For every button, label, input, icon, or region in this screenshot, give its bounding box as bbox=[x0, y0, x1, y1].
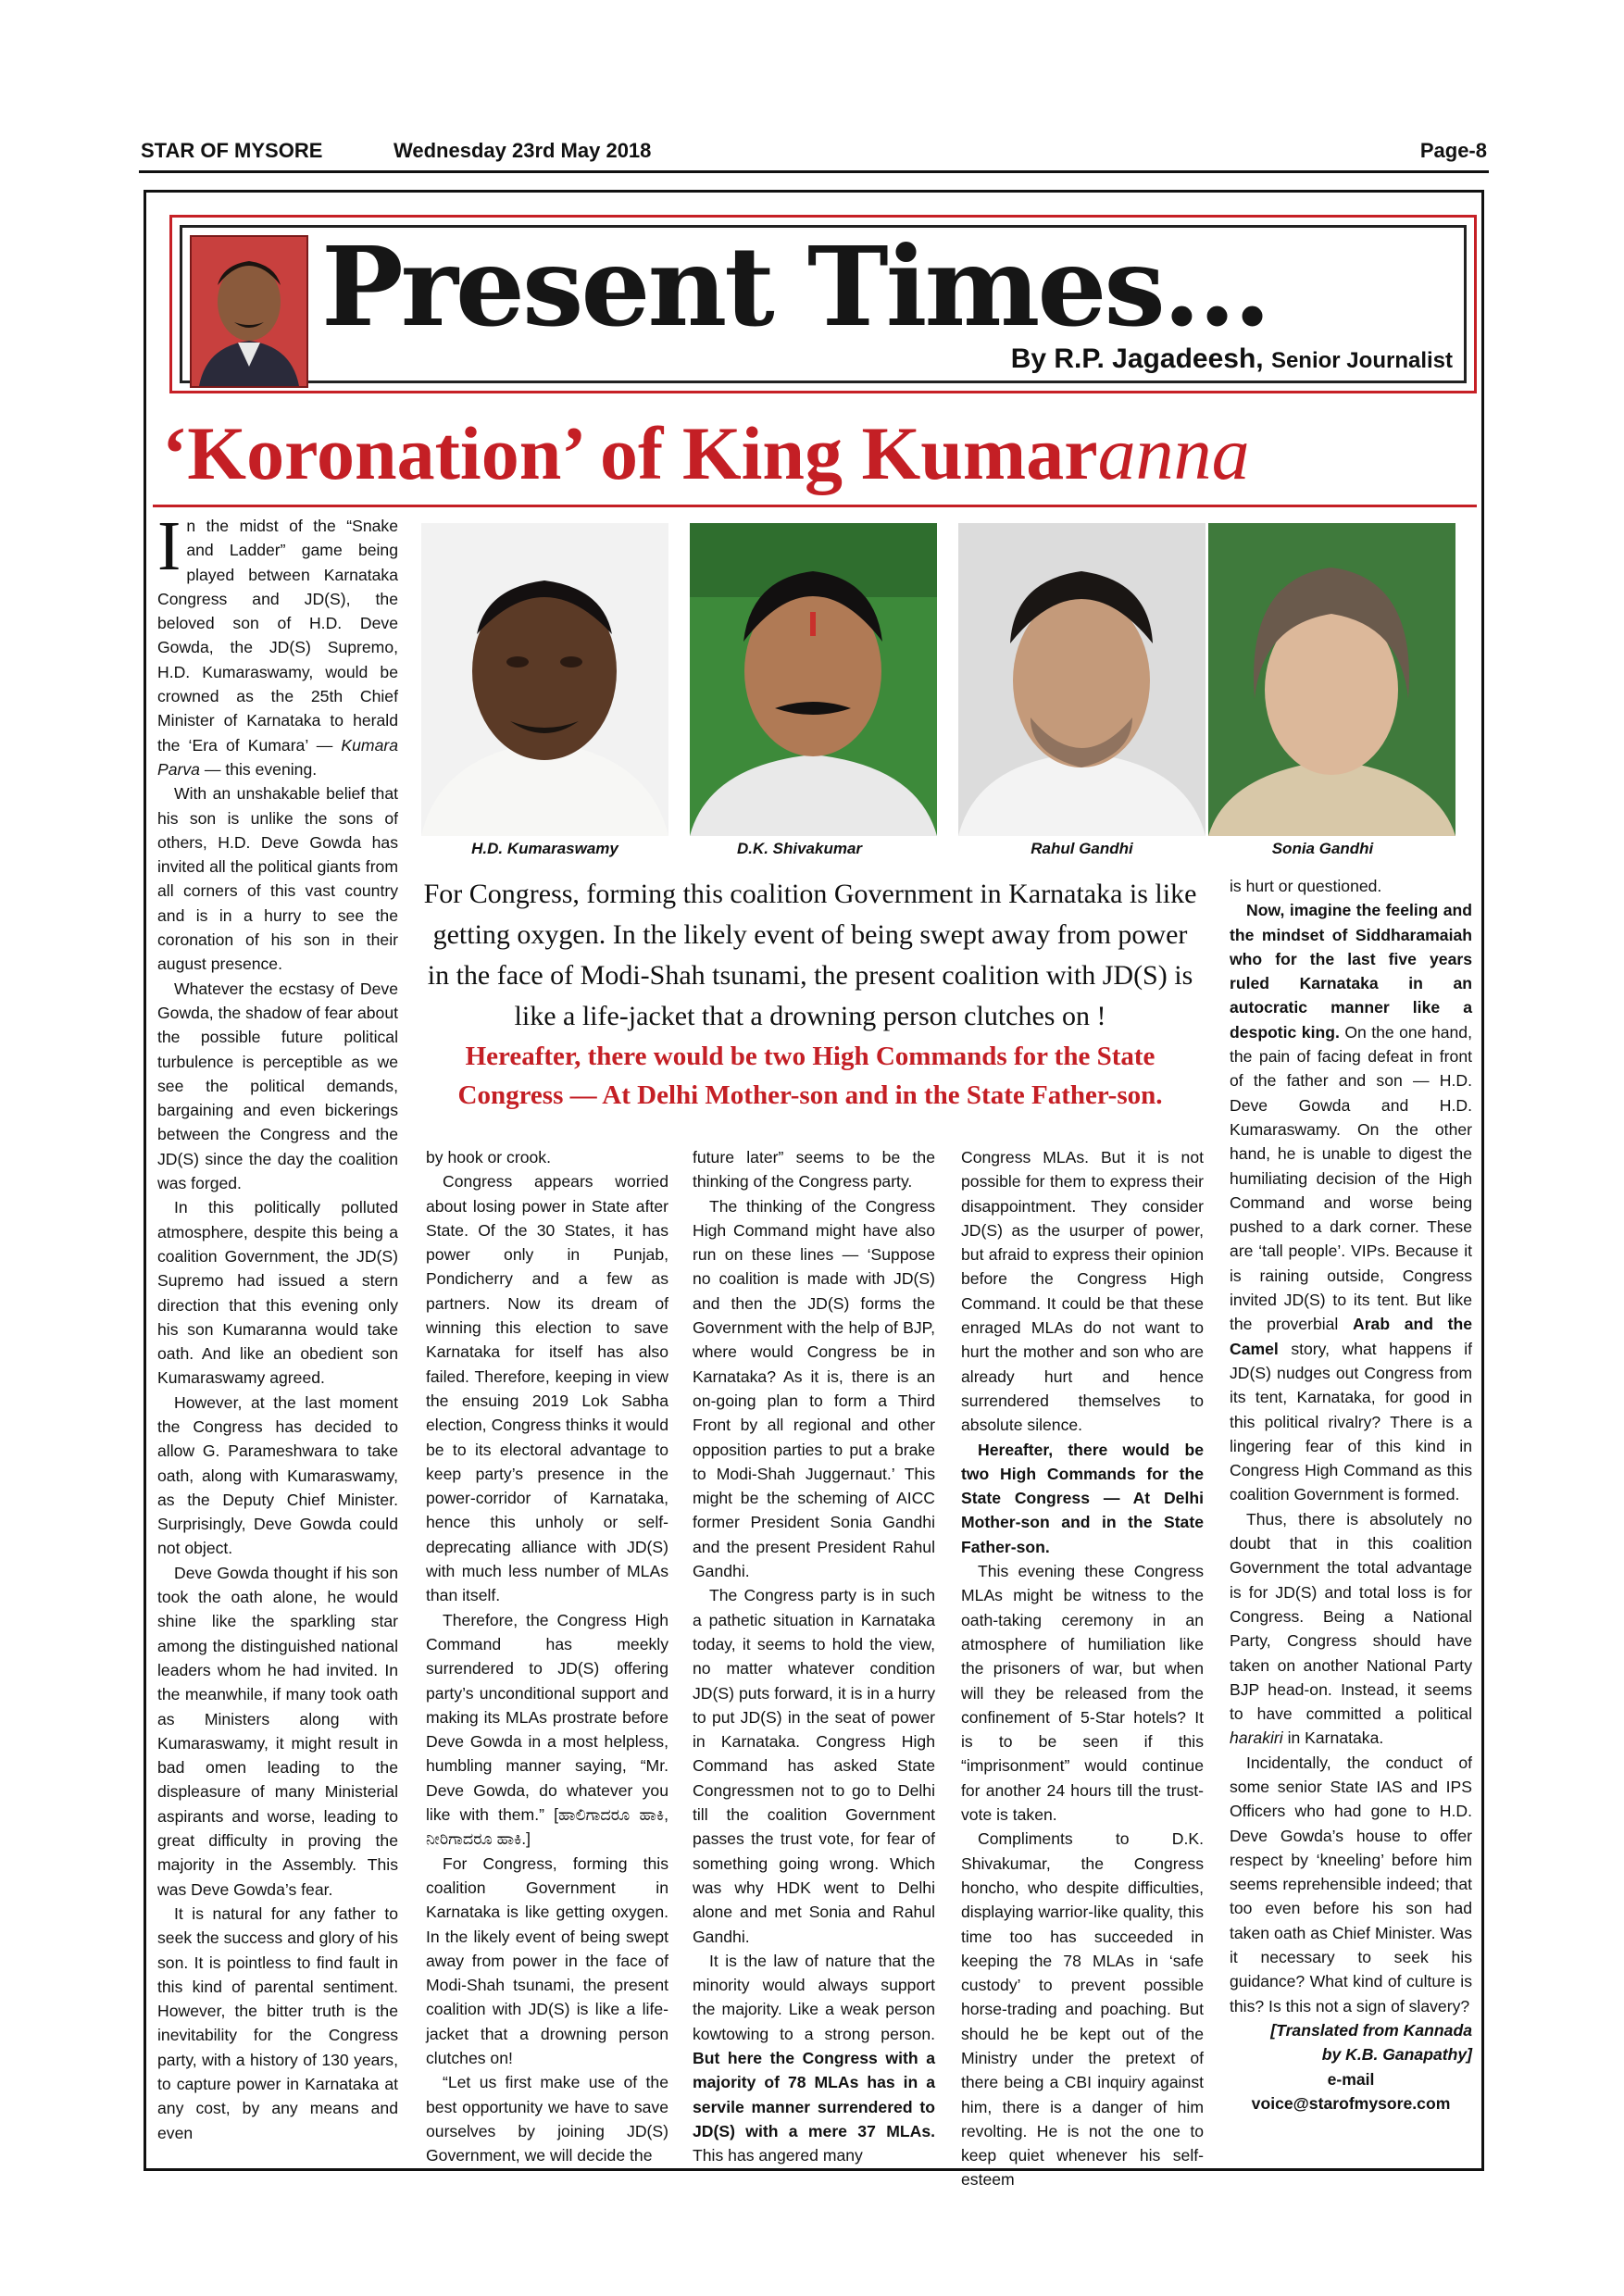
caption-kumaraswamy: H.D. Kumaraswamy bbox=[471, 840, 618, 857]
pull-quote: For Congress, forming this coalition Government in Karnataka is like getting oxygen. In the likely event of being swept away from power in the face of Modi-Shah tsunami, the present coalition with JD(S) is like a life-jacket that a drowning person clutches on ! bbox=[423, 879, 1197, 1031]
column-2-paragraph-2: Congress appears worried about losing power in State after State. Of the 30 States, it has power only in Punjab, Pondicherry and a few as partners. Now its dream of winning this election to save Karnataka for itself has also failed. Therefore, keeping in view the ensuing 2019 Lok Sabha election, Congress thinks it would be to its electoral advantage to keep party’s presence in the power-corridor of Karnataka, hence this unholy or self-deprecating alliance with JD(S) with much less number of MLAs than itself. bbox=[426, 1172, 668, 1605]
column-5-paragraph-2 bbox=[1230, 898, 1472, 1506]
email-label: e-mail bbox=[1327, 2069, 1375, 2089]
column-3-paragraph-1: future later” seems to be the thinking of the Congress party. bbox=[693, 1148, 935, 1192]
column-2-paragraph-5: “Let us first make use of the best opportunity we have to save ourselves by joining JD(S) Government, we will decide the bbox=[426, 2073, 668, 2165]
photo-rahul-gandhi-image bbox=[958, 523, 1206, 836]
paper-name: STAR OF MYSORE bbox=[141, 139, 323, 162]
column-3-paragraph-2: The thinking of the Congress High Command might have also run on these lines — ‘Suppose no coalition is made with JD(S) and then the JD(S) forms the Government with the help of BJP, where would Congress be in Karnataka? As it is, there is an on-going plan to form a Third Front by all regional and other opposition parties to put a brake to Modi-Shah Juggernaut.’ This might be the scheming of AICC former President Sonia Gandhi and the present President Rahul Gandhi. bbox=[693, 1196, 935, 1581]
masthead-inner-border bbox=[180, 222, 1467, 383]
column-5-paragraph-1: is hurt or questioned. bbox=[1230, 877, 1382, 895]
page-number: Page-8 bbox=[1419, 139, 1487, 162]
translation-line-1: [Translated from Kannada bbox=[1270, 2020, 1472, 2040]
column-2-paragraph-3: Therefore, the Congress High Command has meekly surrendered to JD(S) offering party’s unconditional support and making its MLAs prostrate before Deve Gowda in a most helpless, humbling manner saying, “Mr. Deve Gowda, do whatever you like with them.” [ಹಾಲಿಗಾದರೂ ಹಾಕಿ, ನೀರಿಗಾದರೂ ಹಾಕಿ.] bbox=[426, 1610, 668, 1849]
photo-sonia-gandhi-image bbox=[1208, 523, 1455, 836]
column-4-paragraph-2 bbox=[961, 1438, 1204, 1559]
article-column-2 bbox=[426, 1145, 668, 2167]
article-column-4 bbox=[961, 1145, 1204, 2192]
column-3-paragraph-4 bbox=[693, 1949, 935, 2168]
photo-kumaraswamy bbox=[421, 523, 668, 836]
article-column-1 bbox=[157, 507, 398, 2145]
text-run: in Karnataka. bbox=[1282, 1728, 1384, 1748]
column-title: Present Times... bbox=[321, 222, 1269, 351]
drop-cap: I bbox=[157, 507, 181, 585]
article-column-3 bbox=[693, 1145, 935, 2167]
column-1-paragraph-6: Deve Gowda thought if his son took the oath alone, he would shine like the sparkling star among the distinguished national leaders whom he had invited. In the meanwhile, if many took oath as Ministers along with Kumaraswamy, it might result in bad omen leading to the displeasure of many Ministerial aspirants and worse, leading to great difficulty in proving the majority in the Assembly. This was Deve Gowda’s fear. bbox=[157, 1563, 398, 1899]
text-run: story, what happens if JD(S) nudges out Congress from its tent, Karnataka, for good in this political rivalry? There is a lingering fear of this kind in Congress High Command as this coalition Government is formed. bbox=[1230, 1339, 1472, 1504]
column-1-paragraph-1 bbox=[157, 507, 398, 781]
issue-date: Wednesday 23rd May 2018 bbox=[394, 139, 652, 162]
column-2-paragraph-4: For Congress, forming this coalition Government in Karnataka is like getting oxygen. In the likely event of being swept away from power in the face of Modi-Shah tsunami, the present coalition with JD(S) is like a life-jacket that a drowning person clutches on! bbox=[426, 1853, 668, 2067]
column-masthead bbox=[169, 215, 1477, 393]
column-4-paragraph-4: Compliments to D.K. Shivakumar, the Congress honcho, who despite difficulties, displaying warrior-like quality, this time too has succeeded in keeping the 78 MLAs in ‘safe custody’ to prevent possible horse-trading and poaching. But should he be kept out of the Ministry under the pretext of there being a CBI inquiry against him, there is a danger of him revolting. He is not the one to keep quiet whenever his self-esteem bbox=[961, 1829, 1204, 2190]
column-1-paragraph-4: In this politically polluted atmosphere, despite this being a coalition Government, the JD(S) Supremo had issued a stern direction that this evening only his son Kumaranna would take oath. And like an obedient son Kumaraswamy agreed. bbox=[157, 1198, 398, 1388]
header-rule bbox=[139, 170, 1489, 173]
pull-quote-red: Hereafter, there would be two High Commands for the State Congress — At Delhi Mother-son and in the State Father-son. bbox=[457, 1042, 1163, 1110]
column-5-paragraph-4: Incidentally, the conduct of some senior State IAS and IPS Officers who had gone to H.D. Deve Gowda’s house to offer respect by ‘kneeling’ before him seems reprehensible indeed; that too even before his son had taken oath as Chief Minister. Was it necessary to seek his guidance? What kind of culture is this? Is this not a sign of slavery? bbox=[1230, 1753, 1472, 2015]
photo-sonia-gandhi bbox=[1208, 523, 1455, 836]
column-3-paragraph-3: The Congress party is in such a pathetic situation in Karnataka today, it seems to hold the view, no matter whatever condition JD(S) puts forward, it is in a hurry to put JD(S) in the seat of power in Karnataka. Congress High Command has asked State Congressmen not to go to Delhi till the coalition Government passes the trust vote, for fear of something going wrong. Which was why HDK went to Delhi alone and met Sonia and Rahul Gandhi. bbox=[693, 1586, 935, 1946]
byline bbox=[1011, 343, 1453, 375]
text-run: This has angered many bbox=[693, 2146, 863, 2165]
text-run: It is the law of nature that the minority would always support the majority. Like a weak person kowtowing to a strong person. bbox=[693, 1951, 935, 2043]
article-headline bbox=[162, 410, 1477, 497]
bold-run: Now, imagine the feeling and the mindset of Siddharamaiah who for the last five years ruled Karnataka in an autocratic manner like a despotic king. bbox=[1230, 901, 1472, 1042]
email-link[interactable]: voice@starofmysore.com bbox=[1251, 2093, 1451, 2113]
column-1-paragraph-5: However, at the last moment the Congress has decided to allow G. Parameshwara to take oath, along with Kumaraswamy, as the Deputy Chief Minister. Surprisingly, Deve Gowda could not object. bbox=[157, 1392, 398, 1558]
text-run: n the midst of the “Snake and Ladder” game being played between Karnataka Congress and JD(S), the beloved son of H.D. Deve Gowda, the JD(S) Supremo, H.D. Kumaraswamy, would be crowned as the 25th Chief Minister of Karnataka to herald the ‘Era of Kumara’ — bbox=[157, 517, 398, 755]
column-5-paragraph-3 bbox=[1230, 1507, 1472, 1751]
photo-shivakumar bbox=[690, 523, 937, 836]
bold-run: Hereafter, there would be two High Commands for the State Congress — At Delhi Mother-son and in the State Father-son. bbox=[961, 1440, 1204, 1556]
column-1-paragraph-2: With an unshakable belief that his son is unlike the sons of others, H.D. Deve Gowda has invited all the political giants from all corners of this vast country and is in a hurry to see the coronation of his son in their august presence. bbox=[157, 784, 398, 974]
column-4-paragraph-1: Congress MLAs. But it is not possible for them to express their disappointment. They consider JD(S) as the usurper of power, but afraid to express their opinion before the Congress High Command. It could be that these enraged MLAs do not want to hurt the mother and son who are already hurt and hence surrendered themselves to absolute silence. bbox=[961, 1148, 1204, 1435]
italic-run: harakiri bbox=[1230, 1728, 1283, 1748]
column-1-paragraph-3: Whatever the ecstasy of Deve Gowda, the shadow of fear about the possible future political turbulence is perceptible as we see the political demands, bargaining and even bickerings between the Congress and the JD(S) since the day the coalition was forged. bbox=[157, 979, 398, 1193]
caption-rahul-gandhi: Rahul Gandhi bbox=[1031, 840, 1133, 857]
caption-sonia-gandhi: Sonia Gandhi bbox=[1271, 840, 1374, 857]
translation-line-2: by K.B. Ganapathy] bbox=[1321, 2045, 1472, 2065]
translation-credit bbox=[1230, 2018, 1472, 2067]
byline-role: Senior Journalist bbox=[1270, 348, 1453, 373]
caption-shivakumar: D.K. Shivakumar bbox=[736, 840, 863, 857]
text-run: — this evening. bbox=[199, 759, 318, 779]
bold-run: But here the Congress with a majority of 78 MLAs has in a servile manner surrendered to JD(S) with a mere 37 MLAs. bbox=[693, 2048, 935, 2140]
byline-name: By R.P. Jagadeesh, bbox=[1010, 343, 1264, 374]
bold-run: Arab and the Camel bbox=[1230, 1315, 1472, 1358]
photo-kumaraswamy-image bbox=[421, 523, 668, 836]
italic-run: Kumara Parva bbox=[157, 735, 398, 779]
article-column-5 bbox=[1230, 874, 1472, 2115]
headline-main: ‘Koronation’ of King Kumar bbox=[162, 411, 1098, 495]
column-4-paragraph-3: This evening these Congress MLAs might be witness to the oath-taking ceremony in an atmosphere of humiliation like the prisoners of war, but when will they be released from the confinement of 5-Star hotels? It is to be seen if this “imprisonment” would continue for another 24 hours till the trust-vote is taken. bbox=[961, 1562, 1204, 1825]
headline-tail: anna bbox=[1097, 411, 1250, 495]
photo-rahul-gandhi bbox=[958, 523, 1206, 836]
column-1-paragraph-7: It is natural for any father to seek the success and glory of his son. It is pointless to find fault in this kind of parental sentiment. However, the bitter truth is the inevitability for the Congress party, with a history of 130 years, to capture power in Karnataka at any cost, by any means and even bbox=[157, 1903, 398, 2142]
text-run: On the one hand, the pain of facing defeat in front of the father and son — H.D. Deve Gowda and H.D. Kumaraswamy. On the other hand, he is unable to digest the humiliating decision of the High Command and worse being pushed to a dark corner. These are ‘tall people’. VIPs. Because it is raining outside, Congress invited JD(S) to its tent. But like the proverbial bbox=[1230, 1022, 1472, 1334]
author-portrait bbox=[190, 235, 308, 388]
photo-shivakumar-image bbox=[690, 523, 937, 836]
column-2-paragraph-1: by hook or crook. bbox=[426, 1148, 551, 1167]
text-run: Thus, there is absolutely no doubt that in this coalition Government the total advantage is for JD(S) and total loss is for Congress. Being a National Party, Congress should have taken on another National Party BJP head-on. Instead, it seems to have committed a political bbox=[1230, 1509, 1472, 1724]
author-portrait-image bbox=[192, 237, 306, 386]
headline-rule bbox=[153, 505, 1477, 507]
